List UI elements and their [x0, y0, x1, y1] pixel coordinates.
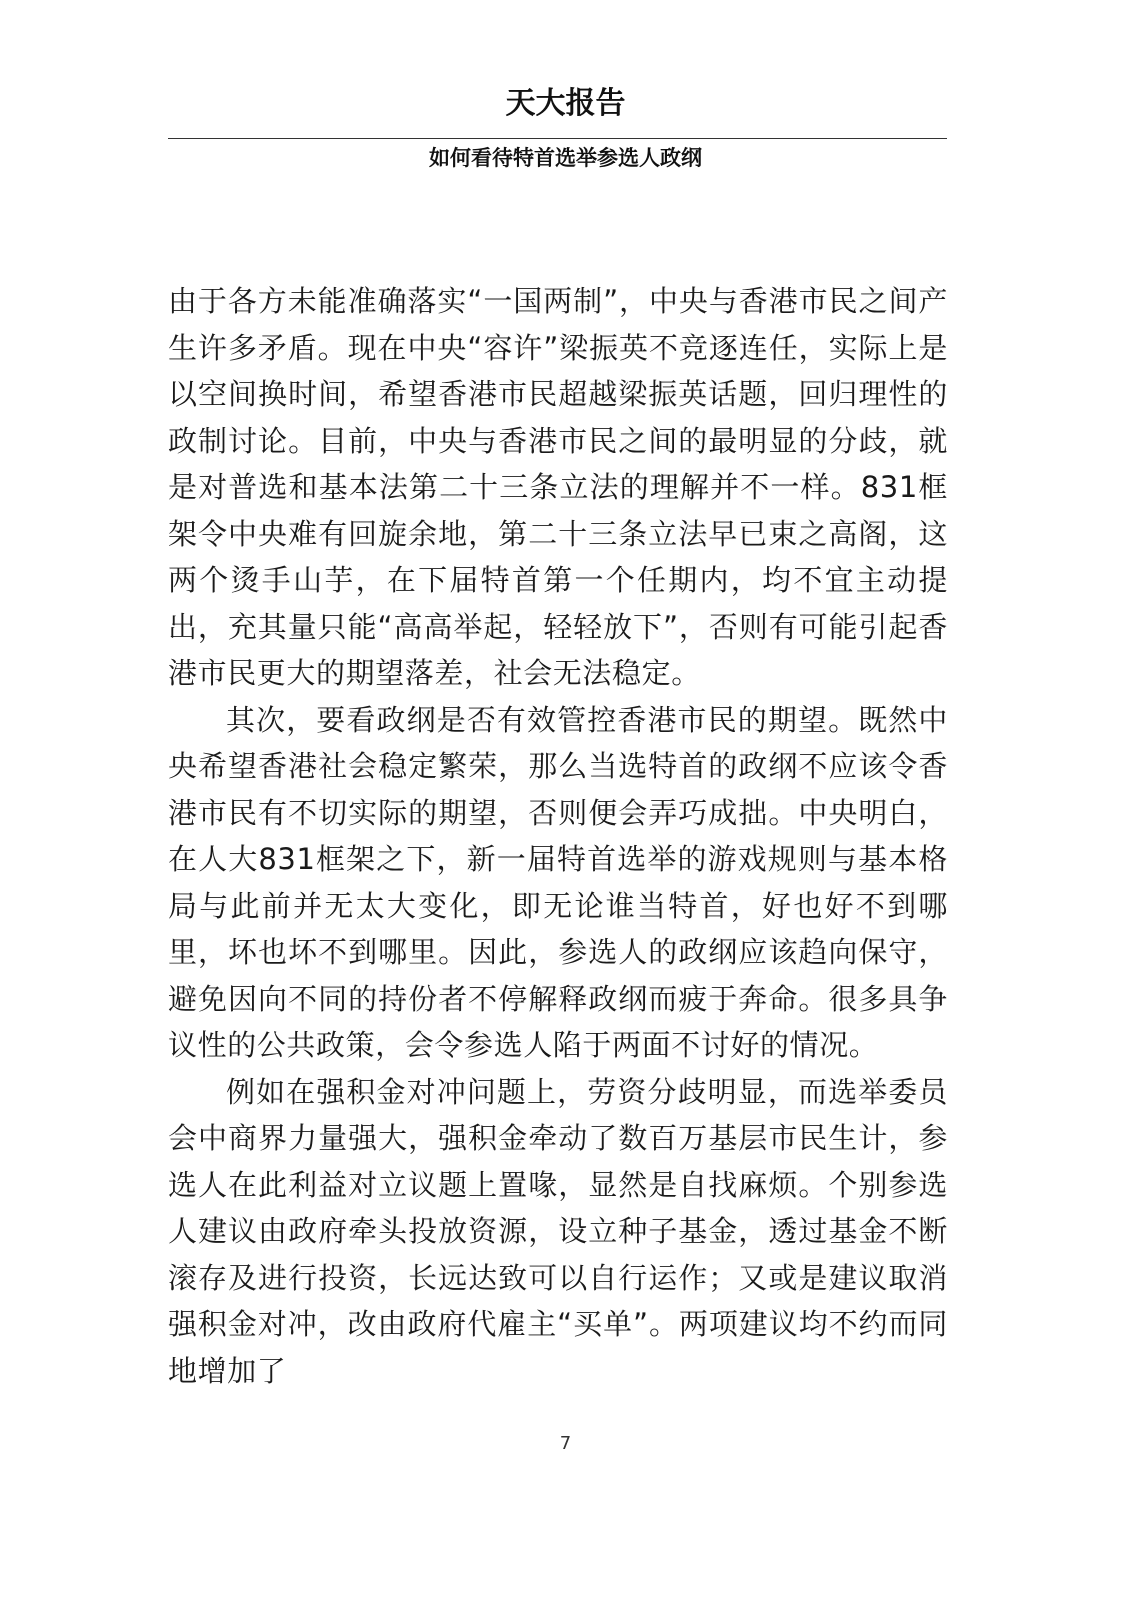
- paragraph-1: 由于各方未能准确落实“一国两制”，中央与香港市民之间产生许多矛盾。现在中央“容许”梁振英不竞逐连任，实际上是以空间换时间，希望香港市民超越梁振英话题，回归理性的政制讨论。目前，中央与香港市民之间的最明显的分歧，就是对普选和基本法第二十三条立法的理解并不一样。831框架令中央难有回旋余地，第二十三条立法早已束之高阁，这两个烫手山芋，在下届特首第一个任期内，均不宜主动提出，充其量只能“高高举起，轻轻放下”，否则有可能引起香港市民更大的期望落差，社会无法稳定。: [168, 284, 948, 690]
- page-number: 7: [559, 1433, 572, 1454]
- body-text: [168, 278, 948, 1394]
- report-subtitle: 如何看待特首选举参选人政纲: [429, 146, 702, 170]
- header-divider: [168, 138, 947, 139]
- report-title: 天大报告: [505, 86, 626, 121]
- paragraph-2: 其次，要看政纲是否有效管控香港市民的期望。既然中央希望香港社会稳定繁荣，那么当选特首的政纲不应该令香港市民有不切实际的期望，否则便会弄巧成拙。中央明白，在人大831框架之下，新一届特首选举的游戏规则与基本格局与此前并无太大变化，即无论谁当特首，好也好不到哪里，坏也坏不到哪里。因此，参选人的政纲应该趋向保守，避免因向不同的持份者不停解释政纲而疲于奔命。很多具争议性的公共政策，会令参选人陷于两面不讨好的情况。: [168, 702, 948, 1062]
- paragraph-3: 例如在强积金对冲问题上，劳资分歧明显，而选举委员会中商界力量强大，强积金牵动了数百万基层市民生计，参选人在此利益对立议题上置喙，显然是自找麻烦。个别参选人建议由政府牵头投放资源，设立种子基金，透过基金不断滚存及进行投资，长远达致可以自行运作；又或是建议取消强积金对冲，改由政府代雇主“买单”。两项建议均不约而同地增加了: [168, 1074, 948, 1388]
